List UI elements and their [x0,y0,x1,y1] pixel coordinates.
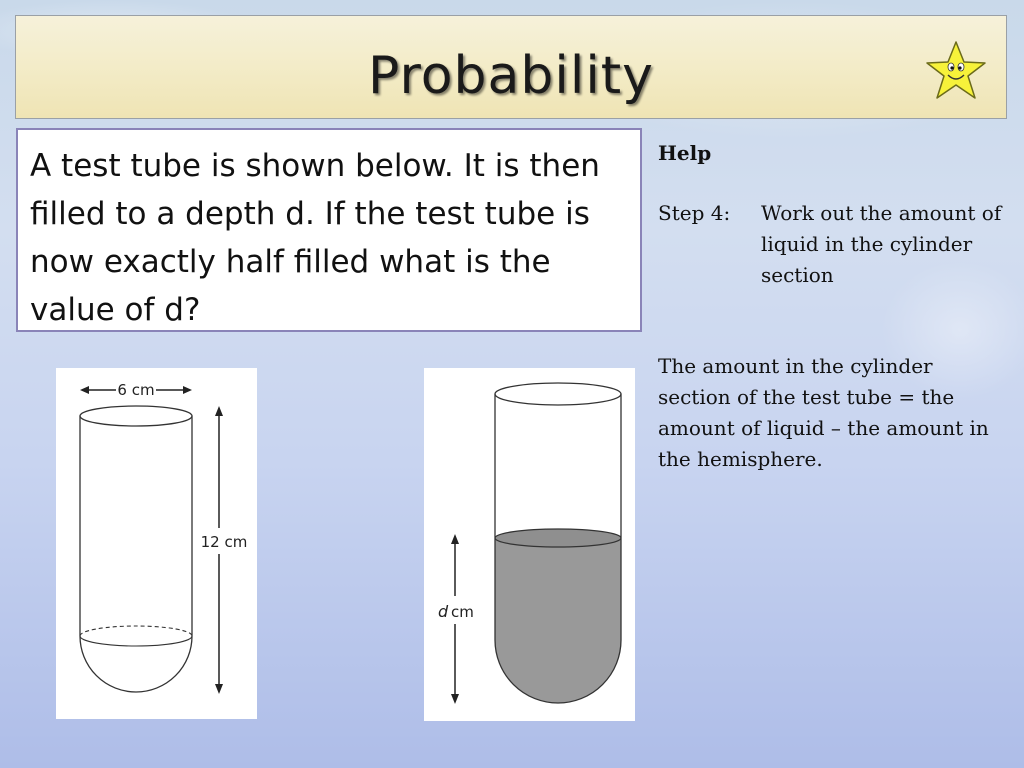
question-text: A test tube is shown below. It is then filled to a depth d. If the test tube is now exactly half filled what is the value of d? [30,148,600,328]
help-panel [658,138,1003,475]
filled-test-tube-diagram [424,368,635,721]
step-text: Work out the amount of liquid in the cylinder section [761,201,1002,287]
test-tube-drawing [56,368,257,719]
filled-test-tube-drawing [424,368,635,721]
smiling-star-icon [925,40,987,100]
test-tube-diagram [56,368,257,719]
depth-variable: d [438,602,449,621]
help-explanation: The amount in the cylinder section of the test tube = the amount of liquid – the amount in the hemisphere. [658,354,989,471]
slide-title: Probability [368,46,654,106]
step-label: Step 4: [658,201,731,225]
depth-unit: cm [451,603,474,621]
title-bar [15,15,1007,119]
width-label: 6 cm [117,381,155,399]
question-box [16,128,642,332]
help-heading: Help [658,141,712,165]
height-label: 12 cm [200,533,248,551]
help-step [658,198,1003,291]
liquid-fill [495,538,621,703]
